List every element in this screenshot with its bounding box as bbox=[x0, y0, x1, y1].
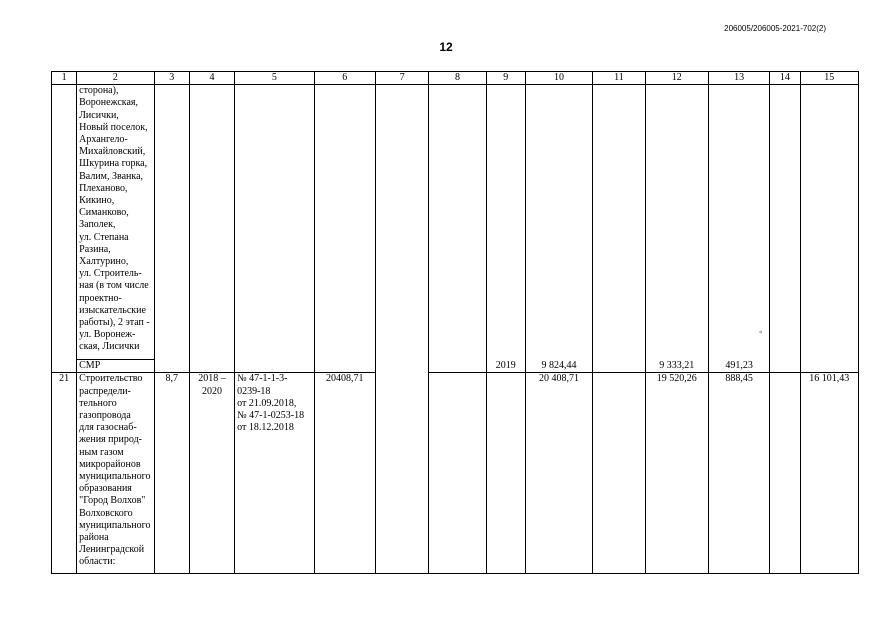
col-header-13: 13 bbox=[708, 72, 769, 85]
cell-c9 bbox=[486, 85, 525, 360]
cell-c7 bbox=[375, 85, 428, 574]
table-row-21 bbox=[52, 373, 859, 574]
col-header-14: 14 bbox=[770, 72, 800, 85]
cell-row-number: 21 bbox=[52, 373, 77, 574]
cell-c12 bbox=[645, 85, 708, 360]
cell-c4 bbox=[189, 85, 234, 373]
cell-local: 888,45 bbox=[708, 373, 769, 574]
col-header-5: 5 bbox=[235, 72, 314, 85]
cell-c14 bbox=[770, 373, 800, 574]
cell-num-continued bbox=[52, 85, 77, 373]
col-header-10: 10 bbox=[525, 72, 592, 85]
cell-c13 bbox=[708, 85, 769, 360]
cell-c9 bbox=[486, 373, 525, 574]
investment-table bbox=[51, 71, 859, 574]
cell-c15: 16 101,43 bbox=[800, 373, 859, 574]
document-code: 206005/206005-2021-702(2) bbox=[724, 24, 826, 33]
cell-smr-c14 bbox=[770, 360, 800, 373]
table-row-continuation bbox=[52, 85, 859, 360]
cell-smr-c13: 491,23 bbox=[708, 360, 769, 373]
cell-c8 bbox=[429, 85, 486, 373]
col-header-6: 6 bbox=[314, 72, 375, 85]
cell-smr-c11 bbox=[593, 360, 645, 373]
cell-c5 bbox=[235, 85, 314, 373]
cell-object-name: Строительство распредели- тельного газопровода для газоснаб- жения природ- ным газом микрорайонов муниципального образования "Город Волхов" Волховского муниципального района Ленинградской области: bbox=[77, 373, 154, 574]
cell-smr-label: СМР bbox=[77, 360, 154, 373]
cell-c8 bbox=[429, 373, 486, 574]
col-header-7: 7 bbox=[375, 72, 428, 85]
column-number-header bbox=[52, 72, 859, 85]
cell-c6 bbox=[314, 85, 375, 373]
cell-object-name-continued: сторона), Воронежская, Лисички, Новый поселок, Архангело- Михайловский, Шкурина горка, Валим, Званка, Плеханово, Кикино, Симанково, Заполек, ул. Степана Разина, Халтурино, ул. Строитель- ная (в том числе проектно- изыскательские работы), 2 этап - ул. Воронеж- ская, Лисички bbox=[77, 85, 154, 360]
cell-smr-total: 9 824,44 bbox=[525, 360, 592, 373]
cell-length: 8,7 bbox=[154, 373, 189, 574]
col-header-11: 11 bbox=[593, 72, 645, 85]
cell-smr-c12: 9 333,21 bbox=[645, 360, 708, 373]
cell-c10 bbox=[525, 85, 592, 360]
page-number: 12 bbox=[439, 40, 453, 54]
col-header-12: 12 bbox=[645, 72, 708, 85]
col-header-9: 9 bbox=[486, 72, 525, 85]
col-header-4: 4 bbox=[189, 72, 234, 85]
cell-total: 20 408,71 bbox=[525, 373, 592, 574]
col-header-15: 15 bbox=[800, 72, 859, 85]
col-header-3: 3 bbox=[154, 72, 189, 85]
cell-expertise: № 47-1-1-3- 0239-18 от 21.09.2018, № 47-1-0253-18 от 18.12.2018 bbox=[235, 373, 314, 574]
col-header-1: 1 bbox=[52, 72, 77, 85]
cell-estimate: 20408,71 bbox=[314, 373, 375, 574]
cell-c14 bbox=[770, 85, 800, 360]
cell-period: 2018 – 2020 bbox=[189, 373, 234, 574]
cell-regional: 19 520,26 bbox=[645, 373, 708, 574]
cell-c11 bbox=[593, 373, 645, 574]
cell-c3 bbox=[154, 85, 189, 373]
cell-c15 bbox=[800, 85, 859, 360]
col-header-2: 2 bbox=[77, 72, 154, 85]
cell-smr-year: 2019 bbox=[486, 360, 525, 373]
stray-mark: « bbox=[759, 328, 763, 336]
cell-smr-c15 bbox=[800, 360, 859, 373]
col-header-8: 8 bbox=[429, 72, 486, 85]
cell-c11 bbox=[593, 85, 645, 360]
